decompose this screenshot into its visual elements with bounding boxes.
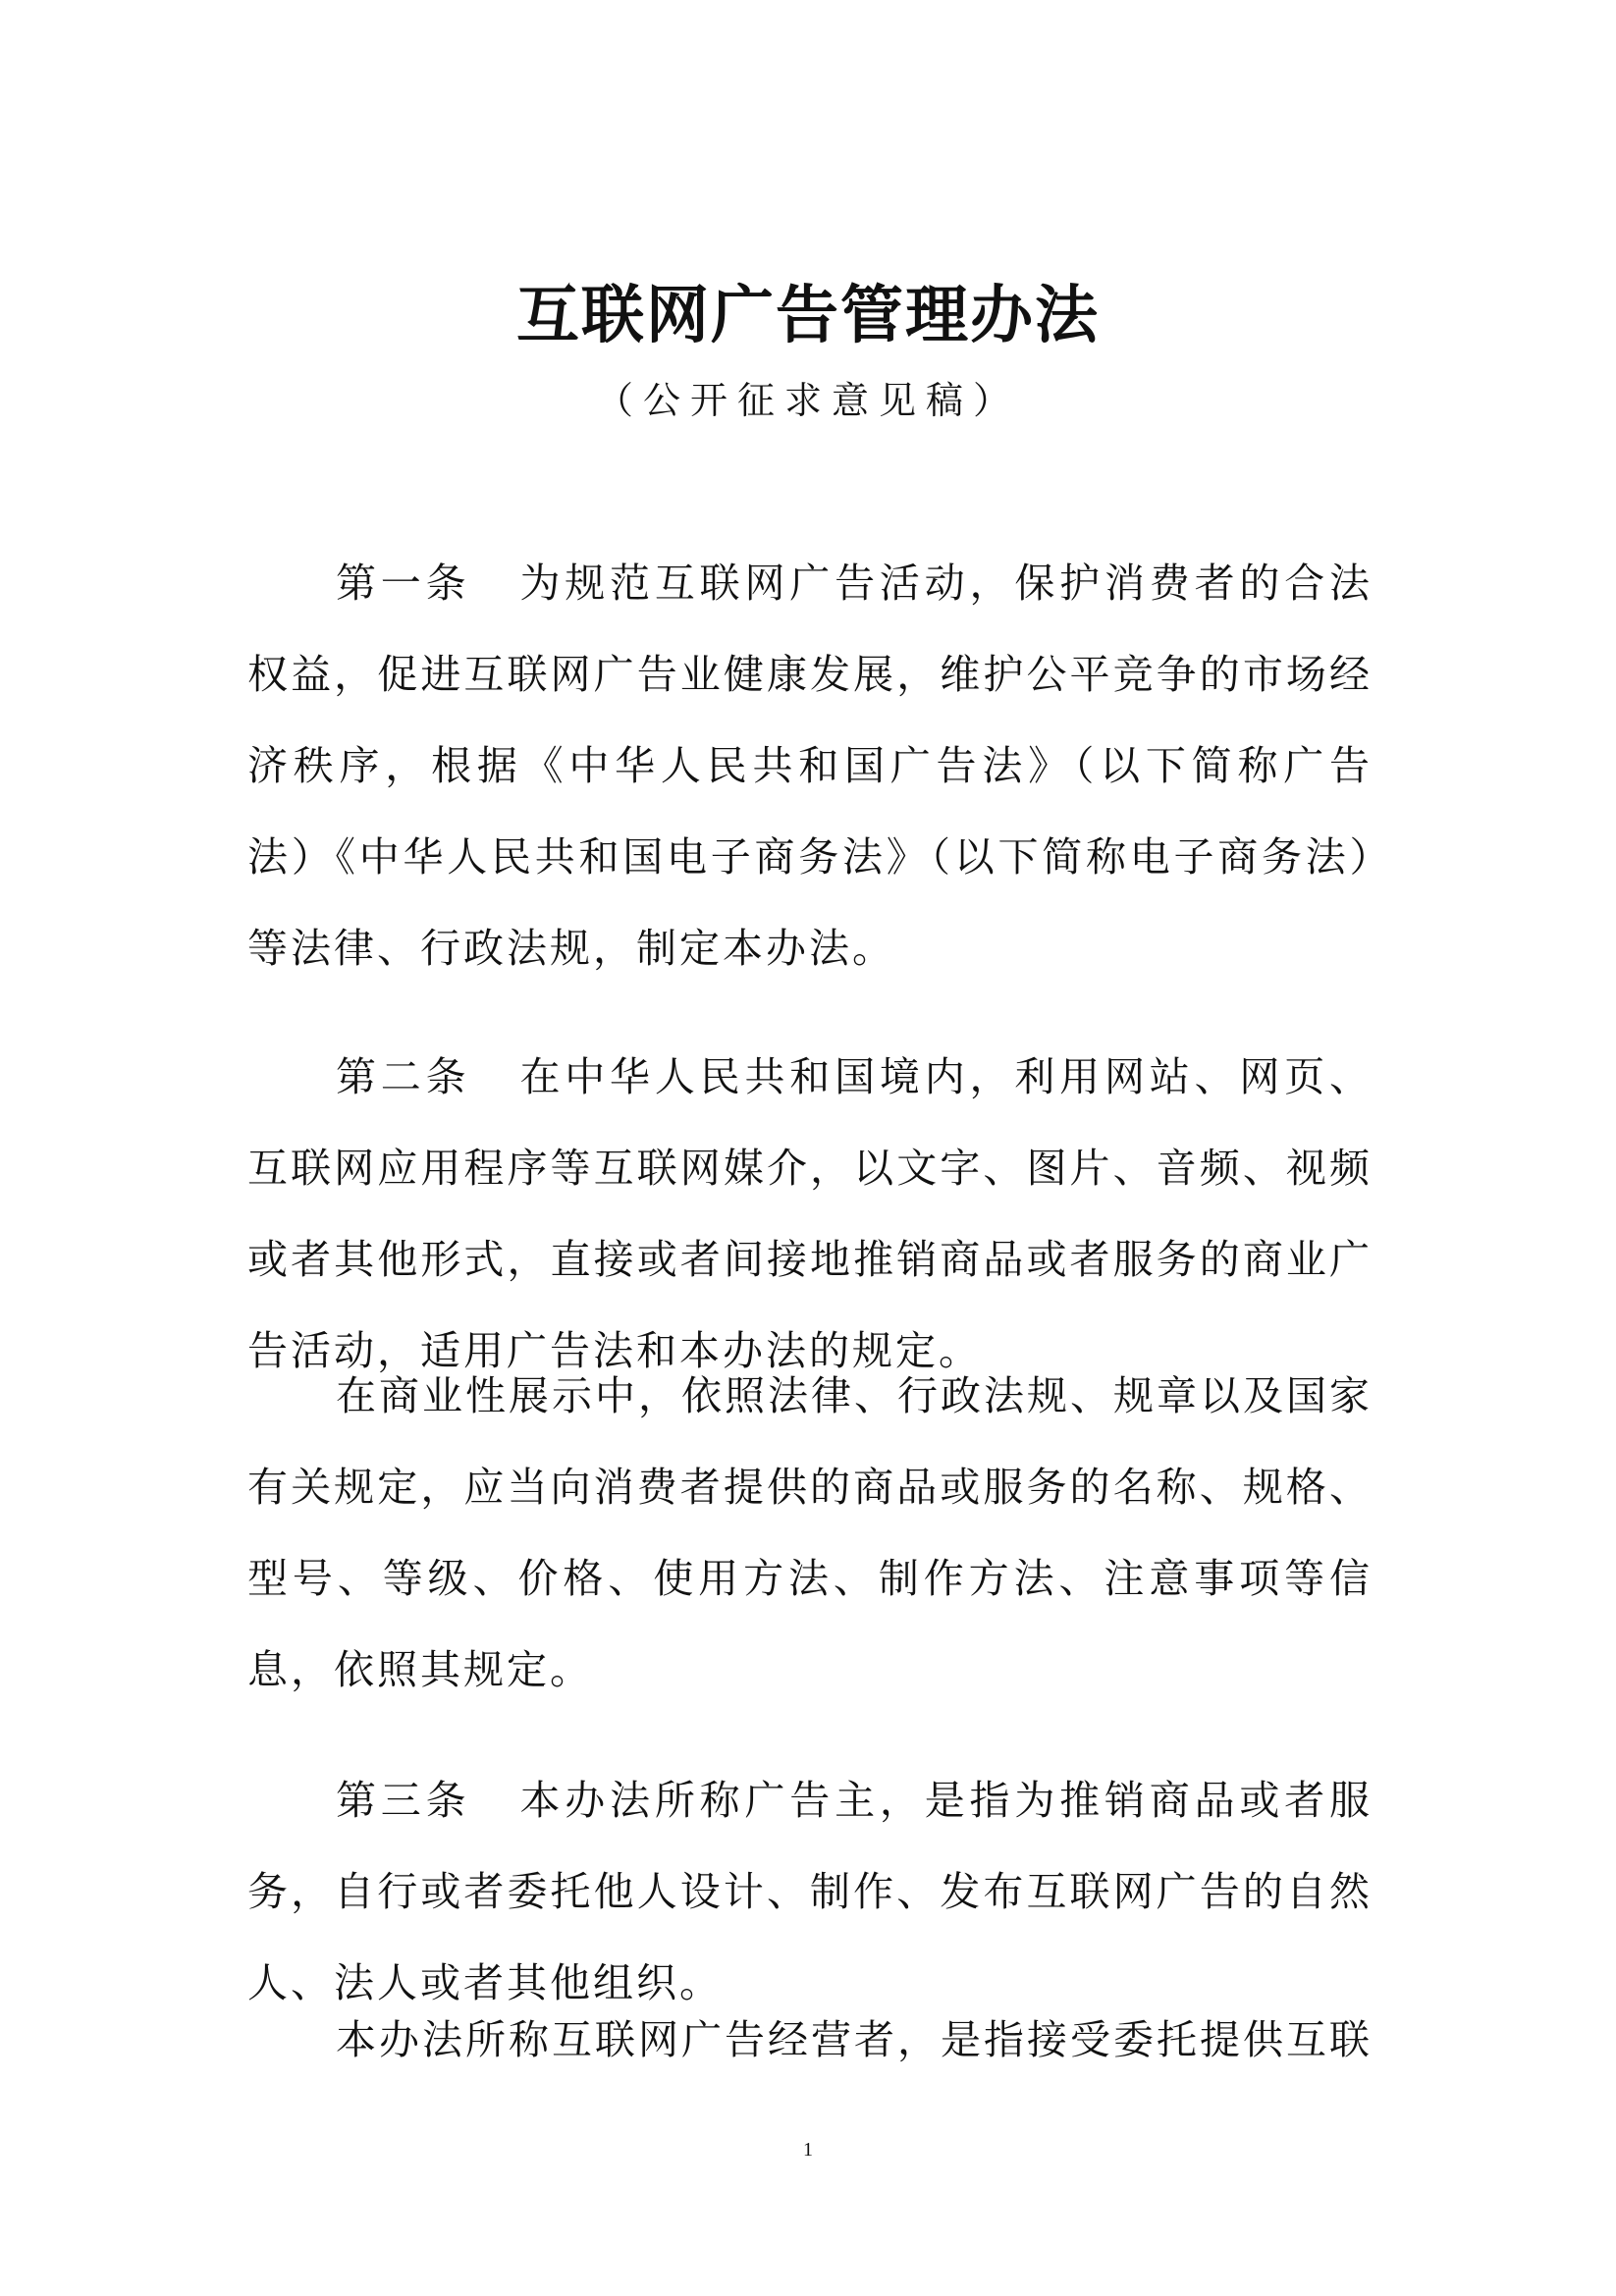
article-1-paragraph-1 [247,538,1373,994]
article-1-number: 第一条 [336,560,471,607]
article-1-text: 为规范互联网广告活动，保护消费者的合法权益，促进互联网广告业健康发展，维护公平竞争的市场经济秩序，根据《中华人民共和国广告法》（以下简称广告法）《中华人民共和国电子商务法》（以下简称电子商务法）等法律、行政法规，制定本办法。 [247,560,1374,972]
page-number: 1 [803,2139,813,2161]
article-2-paragraph-2: 在商业性展示中，依照法律、行政法规、规章以及国家有关规定，应当向消费者提供的商品或服务的名称、规格、型号、等级、价格、使用方法、制作方法、注意事项等信息，依照其规定。 [247,1372,1373,1693]
article-3-paragraph-1 [247,1755,1373,2029]
document-subtitle: （公开征求意见稿） [595,379,1020,422]
article-2-number: 第二条 [336,1053,471,1100]
article-2-text: 在中华人民共和国境内，利用网站、网页、互联网应用程序等互联网媒介，以文字、图片、音频、视频或者其他形式，直接或者间接地推销商品或者服务的商业广告活动，适用广告法和本办法的规定。 [247,1053,1374,1374]
article-3-number: 第三条 [336,1777,471,1824]
article-3-paragraph-2: 本办法所称互联网广告经营者，是指接受委托提供互联 [336,2016,1373,2063]
article-3-text: 本办法所称广告主，是指为推销商品或者服务，自行或者委托他人设计、制作、发布互联网广告的自然人、法人或者其他组织。 [247,1777,1374,2006]
article-2-paragraph-1 [247,1032,1373,1397]
document-title: 互联网广告管理办法 [516,279,1100,352]
